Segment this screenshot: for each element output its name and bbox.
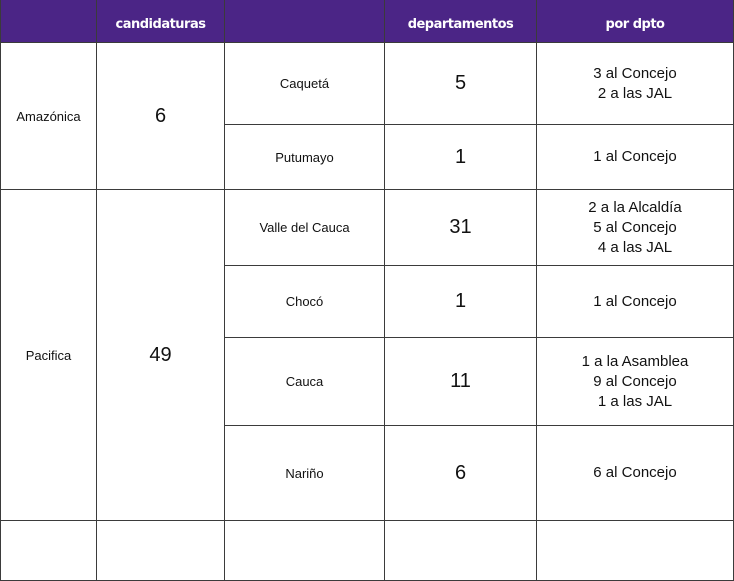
detail-line: 3 al Concejo bbox=[593, 64, 677, 82]
count-cell: 6 bbox=[385, 426, 537, 521]
header-por-dpto: por dpto bbox=[537, 0, 734, 43]
header-region bbox=[1, 0, 97, 43]
detail-cell bbox=[537, 338, 734, 426]
detail-line: 2 a las JAL bbox=[597, 84, 673, 102]
detail-line: 4 a las JAL bbox=[597, 238, 673, 256]
detail-line: 6 al Concejo bbox=[593, 464, 677, 481]
total-cell bbox=[97, 521, 225, 581]
detail-line: 9 al Concejo bbox=[593, 372, 677, 390]
department-cell bbox=[225, 521, 385, 581]
count-cell bbox=[385, 521, 537, 581]
region-cell: Pacifica bbox=[1, 190, 97, 521]
region-cell: Amazónica bbox=[1, 43, 97, 190]
count-cell: 1 bbox=[385, 266, 537, 338]
count-cell: 5 bbox=[385, 43, 537, 125]
detail-line: 1 al Concejo bbox=[593, 148, 677, 165]
detail-cell bbox=[537, 43, 734, 125]
count-cell: 11 bbox=[385, 338, 537, 426]
detail-cell bbox=[537, 190, 734, 266]
department-cell: Chocó bbox=[225, 266, 385, 338]
detail-cell bbox=[537, 426, 734, 521]
department-cell: Putumayo bbox=[225, 125, 385, 190]
header-departamento bbox=[225, 0, 385, 43]
department-cell: Nariño bbox=[225, 426, 385, 521]
table-row bbox=[1, 190, 734, 266]
detail-cell bbox=[537, 125, 734, 190]
detail-cell bbox=[537, 266, 734, 338]
detail-line: 5 al Concejo bbox=[593, 218, 677, 236]
total-cell: 6 bbox=[97, 43, 225, 190]
detail-line: 2 a la Alcaldía bbox=[588, 198, 682, 216]
detail-line: 1 al Concejo bbox=[593, 292, 677, 310]
table-row bbox=[1, 43, 734, 125]
detail-cell bbox=[537, 521, 734, 581]
header-candidaturas: candidaturas bbox=[97, 0, 225, 43]
detail-line: 1 a la Asamblea bbox=[581, 352, 689, 370]
total-cell: 49 bbox=[97, 190, 225, 521]
department-cell: Cauca bbox=[225, 338, 385, 426]
department-cell: Valle del Cauca bbox=[225, 190, 385, 266]
header-row bbox=[1, 0, 734, 43]
detail-line: 1 a las JAL bbox=[597, 392, 673, 410]
count-cell: 1 bbox=[385, 125, 537, 190]
table-row bbox=[1, 521, 734, 581]
region-cell bbox=[1, 521, 97, 581]
count-cell: 31 bbox=[385, 190, 537, 266]
department-cell: Caquetá bbox=[225, 43, 385, 125]
header-departamentos-count: departamentos bbox=[385, 0, 537, 43]
